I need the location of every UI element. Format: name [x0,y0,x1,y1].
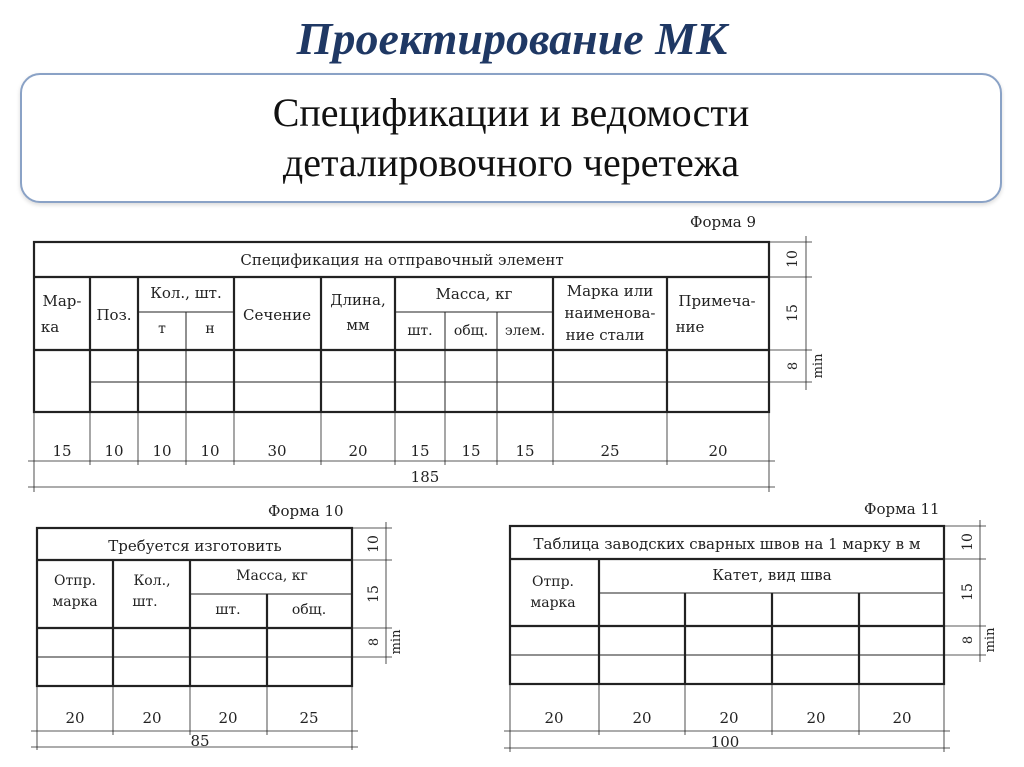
form9-h-n: н [205,321,215,337]
form9-label: Форма 9 [690,213,757,231]
form10-label: Форма 10 [268,502,344,520]
form10-width: 25 [299,709,319,727]
form9-title: Спецификация на отправочный элемент [240,251,564,269]
form9-h-sht: шт. [407,323,433,339]
form11-width: 20 [544,709,564,727]
form10-h-massa: Масса, кг [236,568,308,584]
form10-dim-8: 8 [367,637,382,647]
form9-width: 10 [104,442,124,460]
form11-dim-min: min [983,627,998,653]
form11-dim-8: 8 [961,635,976,645]
form9-h-dlina-1: Длина, [330,291,386,309]
form11-h-otpr-2: марка [530,595,576,611]
form9-width: 15 [461,442,481,460]
form9-dim-8: 8 [786,361,801,371]
form10-dim-15: 15 [366,585,382,603]
form9-dim-min: min [811,353,826,379]
form9-width: 30 [267,442,287,460]
form9-h-kol: Кол., шт. [150,284,222,302]
form9-h-stal-3: ние стали [565,326,645,344]
form9-dim-10: 10 [785,250,801,268]
form9-dim-15: 15 [785,304,801,322]
form11-label: Форма 11 [864,500,940,518]
form9-width: 25 [600,442,620,460]
form11-table [504,520,986,752]
form9-h-prim-2: ние [675,318,705,336]
form11-dim-15: 15 [960,583,976,601]
form9-h-poz: Поз. [96,306,132,324]
form11-dim-10: 10 [960,533,976,551]
form10-dim-min: min [389,629,404,655]
form10-dim-10: 10 [366,535,382,553]
form9-width: 15 [52,442,72,460]
form9-h-marka-1: Мар- [42,292,82,310]
form10-table [31,522,392,750]
form9-h-prim-1: Примеча- [678,292,756,310]
form10-title: Требуется изготовить [108,537,282,555]
form10-width: 20 [142,709,162,727]
form9-h-obsh: общ. [453,323,489,339]
form11-width: 20 [892,709,912,727]
form9-width: 10 [200,442,220,460]
form9-h-t: т [158,321,166,337]
form10-h-sht: шт. [215,602,241,618]
form11-h-otpr-1: Отпр. [532,574,574,590]
form9-h-marka-2: ка [40,318,60,336]
form9-h-elem: элем. [504,323,546,339]
form9-h-massa: Масса, кг [435,285,513,303]
form9-width: 20 [708,442,728,460]
form10-total: 85 [190,732,210,750]
form11-title: Таблица заводских сварных швов на 1 марку в м [533,535,921,553]
subtitle-line-2: деталировочного черетежа [282,140,740,185]
form10-h-obsh: общ. [291,602,327,618]
form10-width: 20 [65,709,85,727]
form10-width: 20 [218,709,238,727]
form9-h-sechenie: Сечение [242,306,312,324]
form9-h-stal-1: Марка или [566,282,654,300]
subtitle-line-1: Спецификации и ведомости [272,90,750,135]
form10-h-kol-2: шт. [132,594,158,610]
form9-h-stal-2: наименова- [564,304,656,322]
form9-h-dlina-2: мм [346,316,370,334]
form10-h-otpr-2: марка [52,594,98,610]
slide-title: Проектирование МК [296,13,728,64]
form9-total: 185 [410,468,440,486]
form9-width: 15 [410,442,430,460]
form11-width: 20 [632,709,652,727]
form9-width: 20 [348,442,368,460]
form11-total: 100 [710,733,740,751]
form11-width: 20 [719,709,739,727]
form9-width: 10 [152,442,172,460]
form9-width: 15 [515,442,535,460]
form10-h-otpr-1: Отпр. [54,573,96,589]
form11-width: 20 [806,709,826,727]
form10-h-kol-1: Кол., [133,573,171,589]
form11-h-katet: Катет, вид шва [712,566,832,584]
